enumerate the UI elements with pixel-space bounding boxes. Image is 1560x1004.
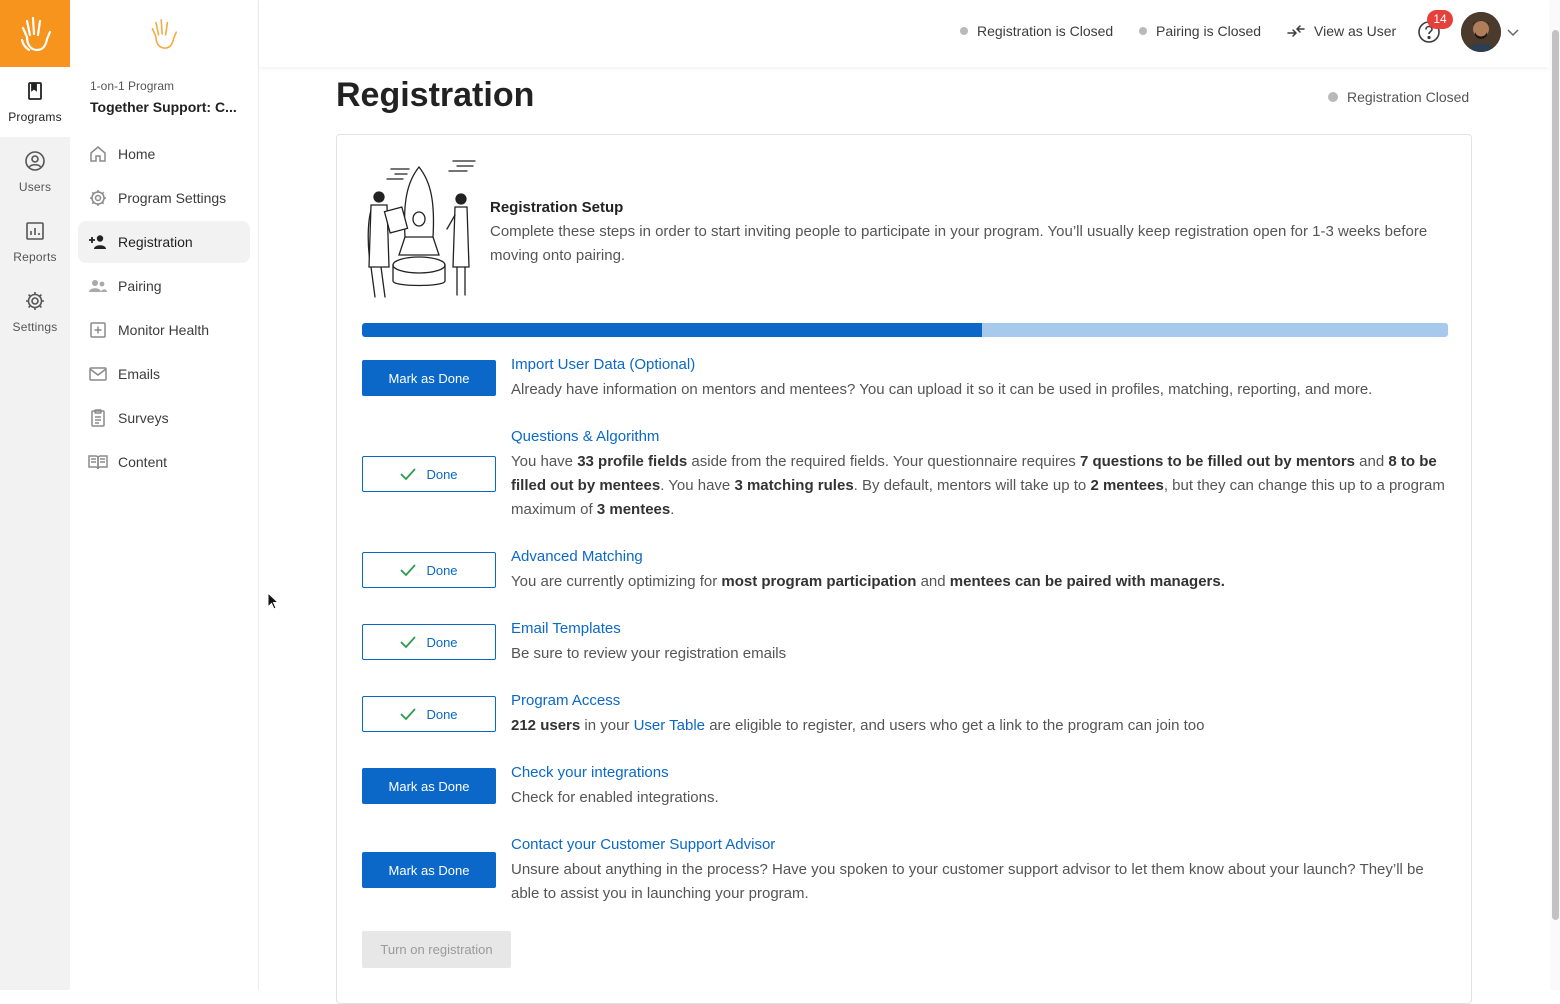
view-as-label: View as User <box>1314 23 1397 39</box>
check-icon <box>400 564 416 576</box>
user-photo-icon <box>1461 12 1501 52</box>
step-title-import-user-data[interactable]: Import User Data (Optional) <box>511 356 696 373</box>
step-title-questions-algorithm[interactable]: Questions & Algorithm <box>511 428 660 445</box>
rocket-illustration-icon <box>361 157 479 303</box>
avatar[interactable] <box>1461 12 1501 52</box>
page-status-label: Registration Closed <box>1347 89 1470 105</box>
check-icon <box>400 636 416 648</box>
done-button[interactable] <box>362 552 496 588</box>
nav-program-settings[interactable] <box>78 177 250 219</box>
nav-label: Emails <box>118 366 161 382</box>
program-sidebar <box>70 0 259 990</box>
rail-settings[interactable] <box>0 277 70 347</box>
rail-reports[interactable] <box>0 207 70 277</box>
scrollbar-thumb[interactable] <box>1552 30 1559 920</box>
step-description: 212 users in your User Table are eligible to register, and users who get a link to the program can join too <box>511 717 1205 734</box>
step-description: Unsure about anything in the process? Have you spoken to your customer support advisor to let them know about your launch? They’ll be able to assist you in launching your program. <box>511 861 1424 902</box>
rail-label: Settings <box>12 320 58 334</box>
page-title: Registration <box>336 76 535 114</box>
registration-status-label: Registration is Closed <box>977 23 1114 39</box>
pairing-status-label: Pairing is Closed <box>1156 23 1262 39</box>
add-user-icon <box>88 232 108 252</box>
status-dot <box>1328 92 1338 102</box>
rail-label: Reports <box>13 250 57 264</box>
check-icon <box>400 468 416 480</box>
status-dot <box>960 27 968 35</box>
gear-icon <box>88 188 108 208</box>
programs-icon <box>24 80 46 102</box>
button-label: Mark as Done <box>388 370 470 386</box>
program-type: 1-on-1 Program <box>90 79 175 93</box>
nav-label: Pairing <box>118 278 162 294</box>
mark-as-done-button[interactable] <box>362 852 496 888</box>
button-label: Mark as Done <box>388 862 470 878</box>
mark-as-done-button[interactable] <box>362 768 496 804</box>
setup-title: Registration Setup <box>490 199 624 216</box>
step-title-check-integrations[interactable]: Check your integrations <box>511 764 669 781</box>
step-title-program-access[interactable]: Program Access <box>511 692 621 709</box>
health-icon <box>88 320 108 340</box>
page-scrollbar[interactable] <box>1550 0 1560 990</box>
app-rail <box>0 0 70 990</box>
nav-home[interactable] <box>78 133 250 175</box>
settings-icon <box>24 290 46 312</box>
done-button[interactable] <box>362 456 496 492</box>
program-name[interactable]: Together Support: C... <box>90 99 237 115</box>
rail-programs[interactable] <box>0 67 70 137</box>
rail-label: Programs <box>8 110 62 124</box>
nav-emails[interactable] <box>78 353 250 395</box>
button-label: Done <box>426 466 458 482</box>
status-dot <box>1139 27 1147 35</box>
setup-description: Complete these steps in order to start inviting people to participate in your program. You’ll usually keep registration open for 1-3 weeks before moving onto pairing. <box>490 223 1428 264</box>
done-button[interactable] <box>362 624 496 660</box>
step-description: You have 33 profile fields aside from the required fields. Your questionnaire requires 7 questions to be filled out by mentors and 8 to be filled out by mentees. You have 3 matching rules. By default, mentors will take up to 2 mentees, but they can change this up to a program maximum of 3 mentees. <box>511 453 1445 518</box>
nav-content[interactable] <box>78 441 250 483</box>
nav-label: Program Settings <box>118 190 227 206</box>
done-button[interactable] <box>362 696 496 732</box>
switch-arrows-icon <box>1287 24 1305 38</box>
check-icon <box>400 708 416 720</box>
brand-logo[interactable] <box>0 0 70 67</box>
program-nav <box>78 133 250 485</box>
mail-icon <box>88 364 108 384</box>
step-title-advanced-matching[interactable]: Advanced Matching <box>511 548 643 565</box>
pairing-status <box>1139 23 1261 39</box>
turn-on-registration-button[interactable]: Turn on registration <box>362 931 511 968</box>
registration-setup-card <box>336 134 1472 1004</box>
view-as-user-button[interactable] <box>1287 23 1396 39</box>
top-bar <box>259 0 1549 67</box>
chevron-down-icon[interactable] <box>1506 25 1520 39</box>
nav-surveys[interactable] <box>78 397 250 439</box>
button-label: Done <box>426 706 458 722</box>
button-label: Done <box>426 562 458 578</box>
nav-pairing[interactable] <box>78 265 250 307</box>
hand-outline-icon <box>148 17 178 51</box>
step-description: Already have information on mentors and mentees? You can upload it so it can be used in profiles, matching, reporting, and more. <box>511 381 1373 398</box>
setup-progress-bar <box>362 323 1448 337</box>
button-label: Mark as Done <box>388 778 470 794</box>
progress-fill <box>362 323 982 337</box>
step-title-contact-support-advisor[interactable]: Contact your Customer Support Advisor <box>511 836 776 853</box>
button-label: Done <box>426 634 458 650</box>
sidebar-logo <box>70 0 258 67</box>
home-icon <box>88 144 108 164</box>
reports-icon <box>24 220 46 242</box>
registration-status <box>960 23 1113 39</box>
user-table-link[interactable]: User Table <box>633 717 706 734</box>
notification-badge: 14 <box>1427 10 1453 29</box>
nav-label: Content <box>118 454 168 470</box>
rail-users[interactable] <box>0 137 70 207</box>
rail-label: Users <box>18 180 52 194</box>
nav-monitor-health[interactable] <box>78 309 250 351</box>
users-icon <box>24 150 46 172</box>
nav-registration[interactable] <box>78 221 250 263</box>
nav-label: Registration <box>118 234 193 250</box>
nav-label: Surveys <box>118 410 169 426</box>
step-description: Be sure to review your registration emails <box>511 645 787 662</box>
nav-label: Home <box>118 146 156 162</box>
book-icon <box>88 452 108 472</box>
step-description: You are currently optimizing for most program participation and mentees can be paired with managers. <box>511 573 1225 590</box>
step-title-email-templates[interactable]: Email Templates <box>511 620 621 637</box>
nav-label: Monitor Health <box>118 322 210 338</box>
mouse-cursor-icon <box>267 592 279 610</box>
mark-as-done-button[interactable] <box>362 360 496 396</box>
hand-logo-icon <box>18 15 52 53</box>
pairing-icon <box>88 276 108 296</box>
step-description: Check for enabled integrations. <box>511 789 719 806</box>
page-status <box>1328 89 1469 105</box>
clipboard-icon <box>88 408 108 428</box>
